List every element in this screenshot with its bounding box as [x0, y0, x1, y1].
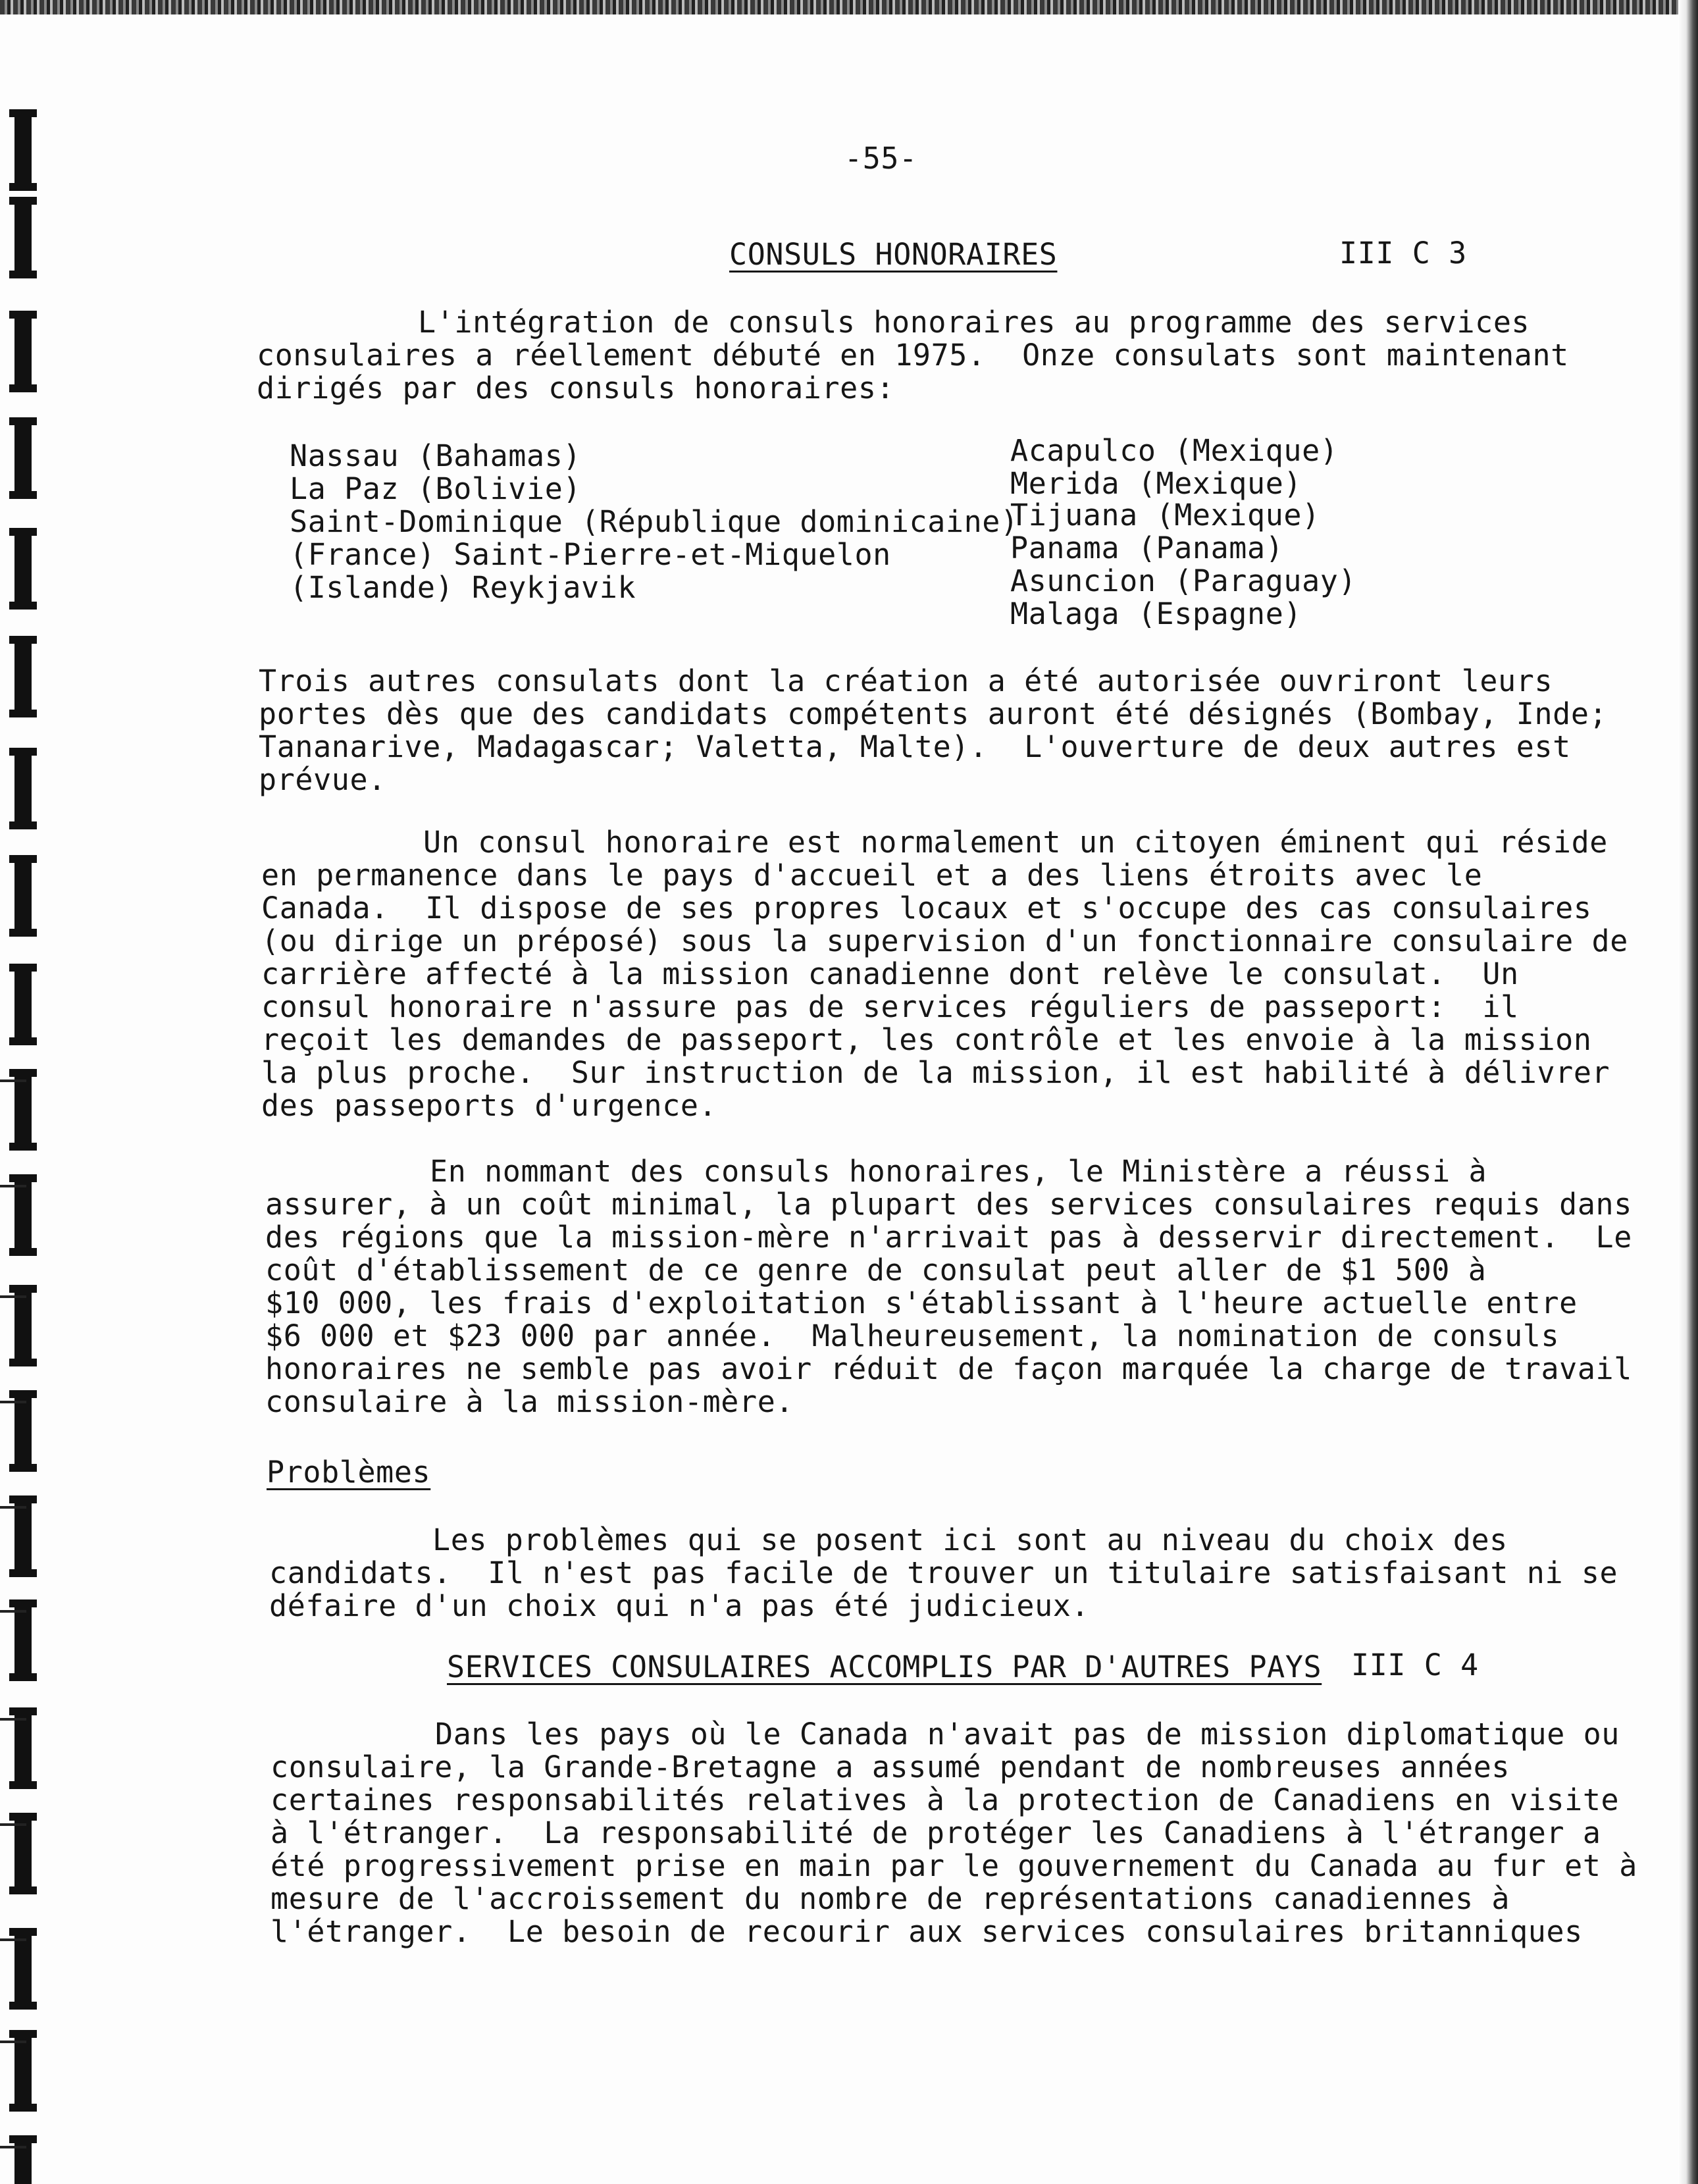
paragraph-line: dirigés par des consuls honoraires:	[257, 371, 895, 405]
consulate-list-item: Malaga (Espagne)	[1010, 596, 1302, 631]
page-number: -55-	[844, 141, 917, 176]
paragraph-line: consulaire, la Grande-Bretagne a assumé pendant de nombreuses années	[270, 1750, 1510, 1784]
paragraph-line: été progressivement prise en main par le gouvernement du Canada au fur et à	[270, 1848, 1637, 1883]
paragraph-line: en permanence dans le pays d'accueil et a des liens étroits avec le	[261, 858, 1483, 893]
consulate-list-item: Asuncion (Paraguay)	[1010, 563, 1357, 598]
paragraph-line: consulaires a réellement débuté en 1975. Onze consulats sont maintenant	[257, 338, 1569, 373]
paragraph-line: portes dès que des candidats compétents auront été désignés (Bombay, Inde;	[259, 696, 1608, 731]
paragraph-line: Trois autres consulats dont la création a été autorisée ouvriront leurs	[259, 663, 1553, 698]
paragraph-line: des régions que la mission-mère n'arrivait pas à desservir directement. Le	[265, 1220, 1632, 1255]
paragraph-line: consul honoraire n'assure pas de services réguliers de passeport: il	[261, 989, 1519, 1024]
binding-ring	[14, 1289, 32, 1363]
consulate-list-item: Merida (Mexique)	[1010, 466, 1302, 501]
binding-ring	[14, 1178, 32, 1252]
paragraph-line: défaire d'un choix qui n'a pas été judicieux.	[269, 1588, 1090, 1623]
section-code: III C 4	[1351, 1648, 1479, 1682]
binding-ring	[14, 1603, 32, 1677]
paragraph-line: carrière affecté à la mission canadienne dont relève le consulat. Un	[261, 956, 1519, 991]
paragraph-line: Dans les pays où le Canada n'avait pas de mission diplomatique ou	[435, 1717, 1620, 1752]
consulate-list-item: Acapulco (Mexique)	[1010, 433, 1339, 468]
section-title-services-consulaires: SERVICES CONSULAIRES ACCOMPLIS PAR D'AUTRES PAYS	[447, 1650, 1322, 1684]
binding-ring	[14, 1394, 32, 1468]
paragraph-line: Canada. Il dispose de ses propres locaux et s'occupe des cas consulaires	[261, 891, 1592, 925]
paragraph-line: Tananarive, Madagascar; Valetta, Malte). L'ouverture de deux autres est	[259, 729, 1571, 764]
paragraph-line: $10 000, les frais d'exploitation s'établissant à l'heure actuelle entre	[265, 1286, 1578, 1320]
paragraph-line: honoraires ne semble pas avoir réduit de façon marquée la charge de travail	[265, 1351, 1632, 1386]
binding-hook	[0, 1506, 26, 1509]
binding-ring	[14, 113, 32, 187]
consulate-list-item: (France) Saint-Pierre-et-Miquelon	[290, 537, 891, 572]
spiral-binding	[0, 0, 79, 2184]
consulate-list-item: Saint-Dominique (République dominicaine)	[290, 504, 1019, 539]
binding-hook	[0, 1718, 26, 1721]
paragraph-line: à l'étranger. La responsabilité de protéger les Canadiens à l'étranger a	[270, 1815, 1601, 1850]
paragraph-line: reçoit les demandes de passeport, les contrôle et les envoie à la mission	[261, 1022, 1592, 1057]
binding-hook	[0, 1938, 26, 1941]
binding-ring	[14, 201, 32, 274]
binding-ring	[14, 1817, 32, 1890]
consulate-list-item: Tijuana (Mexique)	[1010, 498, 1320, 533]
paragraph-line: l'étranger. Le besoin de recourir aux services consulaires britanniques	[270, 1914, 1583, 1949]
consulate-list-item: Panama (Panama)	[1010, 531, 1284, 565]
consulate-list-item: (Islande) Reykjavik	[290, 570, 636, 605]
binding-hook	[0, 1401, 26, 1403]
paragraph-line: $6 000 et $23 000 par année. Malheureusement, la nomination de consuls	[265, 1318, 1560, 1353]
binding-ring	[14, 859, 32, 933]
paragraph-line: Un consul honoraire est normalement un citoyen éminent qui réside	[423, 825, 1608, 860]
binding-ring	[14, 421, 32, 495]
paragraph-line: (ou dirige un préposé) sous la supervision d'un fonctionnaire consulaire de	[261, 923, 1628, 958]
paragraph-line: la plus proche. Sur instruction de la mission, il est habilité à délivrer	[261, 1055, 1610, 1090]
scan-right-edge	[1678, 0, 1698, 2184]
subheading-problemes: Problèmes	[267, 1455, 431, 1490]
section-title-consuls-honoraires: CONSULS HONORAIRES	[729, 237, 1058, 272]
section-code: III C 3	[1339, 236, 1467, 271]
paragraph-line: des passeports d'urgence.	[261, 1088, 717, 1123]
binding-ring	[14, 1932, 32, 2006]
paragraph-line: Les problèmes qui se posent ici sont au niveau du choix des	[432, 1522, 1508, 1557]
binding-hook	[0, 1079, 26, 1082]
binding-ring	[14, 752, 32, 825]
consulate-list-item: La Paz (Bolivie)	[290, 471, 582, 506]
binding-hook	[0, 1295, 26, 1298]
scan-top-edge	[0, 0, 1698, 14]
paragraph-line: candidats. Il n'est pas facile de trouver un titulaire satisfaisant ni se	[269, 1555, 1618, 1590]
paragraph-line: prévue.	[259, 762, 386, 797]
paragraph-line: certaines responsabilités relatives à la protection de Canadiens en visite	[270, 1782, 1620, 1817]
binding-ring	[14, 1499, 32, 1573]
binding-ring	[14, 1073, 32, 1147]
binding-hook	[0, 2146, 26, 2148]
binding-ring	[14, 315, 32, 388]
binding-hook	[0, 1610, 26, 1613]
paragraph-line: L'intégration de consuls honoraires au programme des services	[418, 305, 1530, 340]
binding-hook	[0, 2041, 26, 2043]
binding-ring	[14, 968, 32, 1041]
binding-ring	[14, 2034, 32, 2108]
paragraph-line: coût d'établissement de ce genre de consulat peut aller de $1 500 à	[265, 1253, 1487, 1287]
binding-hook	[0, 1823, 26, 1826]
consulate-list-item: Nassau (Bahamas)	[290, 438, 582, 473]
binding-ring	[14, 640, 32, 714]
binding-ring	[14, 532, 32, 606]
paragraph-line: consulaire à la mission-mère.	[265, 1384, 794, 1419]
paragraph-line: mesure de l'accroissement du nombre de représentations canadiennes à	[270, 1881, 1510, 1916]
paragraph-line: En nommant des consuls honoraires, le Ministère a réussi à	[430, 1154, 1487, 1189]
paragraph-line: assurer, à un coût minimal, la plupart des services consulaires requis dans	[265, 1187, 1632, 1222]
binding-ring	[14, 1711, 32, 1785]
binding-hook	[0, 1185, 26, 1187]
